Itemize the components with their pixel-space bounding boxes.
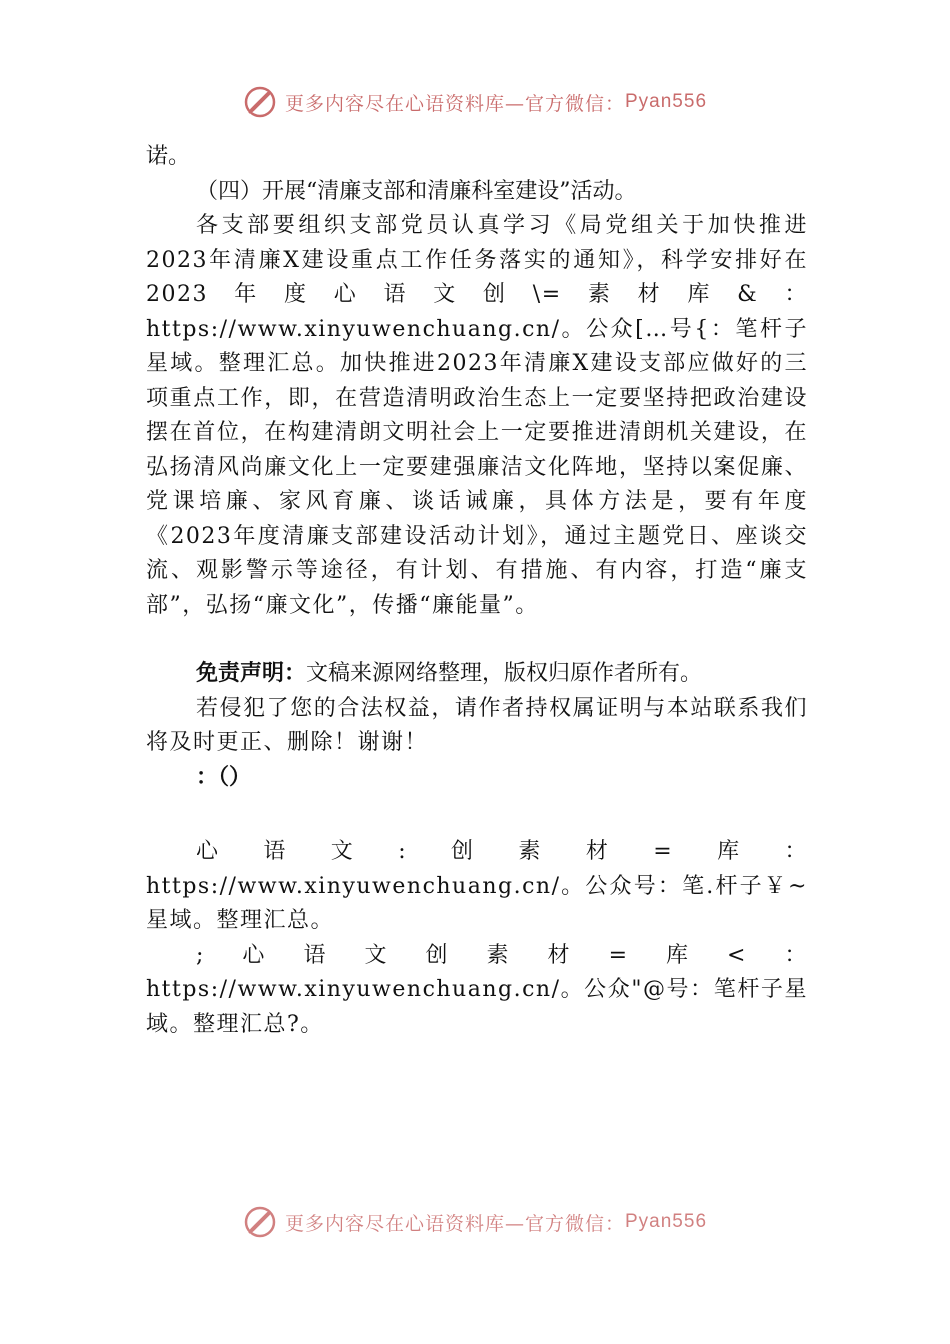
footer-note-1: 心语文:创素材=库：https://www.xinyuwenchuang.cn/。公众号：笔.杆子￥~星域。整理汇总。 xyxy=(146,839,808,933)
watermark-text: 更多内容尽在心语资料库—官方微信： xyxy=(284,92,625,115)
body-paragraph: 各支部要组织支部党员认真学习《局党组关于加快推进2023年清廉X建设重点工作任务落实的通知》，科学安排好在2023年度心语文创\=素材库&：https://www.xinyuwenchuang.cn/。公众[…号{：笔杆子星域。整理汇总。加快推进2023年清廉X建设支部应做好的三项重点工作，即，在营造清明政治生态上一定要坚持把政治建设摆在首位，在构建清朗文明社会上一定要推进清朗机关建设，在弘扬清风尚廉文化上一定要建强廉洁文化阵地，坚持以案促廉、党课培廉、家风育廉、谈话诫廉，具体方法是，要有年度《2023年度清廉支部建设活动计划》，通过主题党日、座谈交流、观影警示等途径，有计划、有措施、有内容，打造“廉支部”，弘扬“廉文化”，传播“廉能量”。 xyxy=(146,213,808,618)
continued-line: 诺。 xyxy=(146,144,191,169)
watermark-id: Pyan556 xyxy=(625,1211,708,1232)
watermark-text: 更多内容尽在心语资料库—官方微信： xyxy=(284,1212,625,1235)
disclaimer-line2: 若侵犯了您的合法权益，请作者持权属证明与本站联系我们将及时更正、删除！谢谢！ xyxy=(146,695,808,755)
header-watermark xyxy=(0,82,950,122)
section-heading: （四）开展“清廉支部和清廉科室建设”活动。 xyxy=(196,178,637,204)
document-body xyxy=(146,140,808,1042)
disclaimer-first-line xyxy=(146,657,808,692)
footer-watermark xyxy=(0,1202,950,1242)
disclaimer-label: 免责声明： xyxy=(196,661,307,686)
watermark-id: Pyan556 xyxy=(625,91,708,112)
pen-logo-icon xyxy=(243,85,277,119)
disclaimer-line1: 文稿来源网络整理，版权归原作者所有。 xyxy=(306,661,703,686)
pen-logo-icon xyxy=(243,1205,277,1239)
disclaimer-line3: ：（） xyxy=(196,764,252,790)
footer-note-2: ;心语文创素材=库<：https://www.xinyuwenchuang.cn/。公众"@号：笔杆子星域。整理汇总?。 xyxy=(146,942,808,1037)
